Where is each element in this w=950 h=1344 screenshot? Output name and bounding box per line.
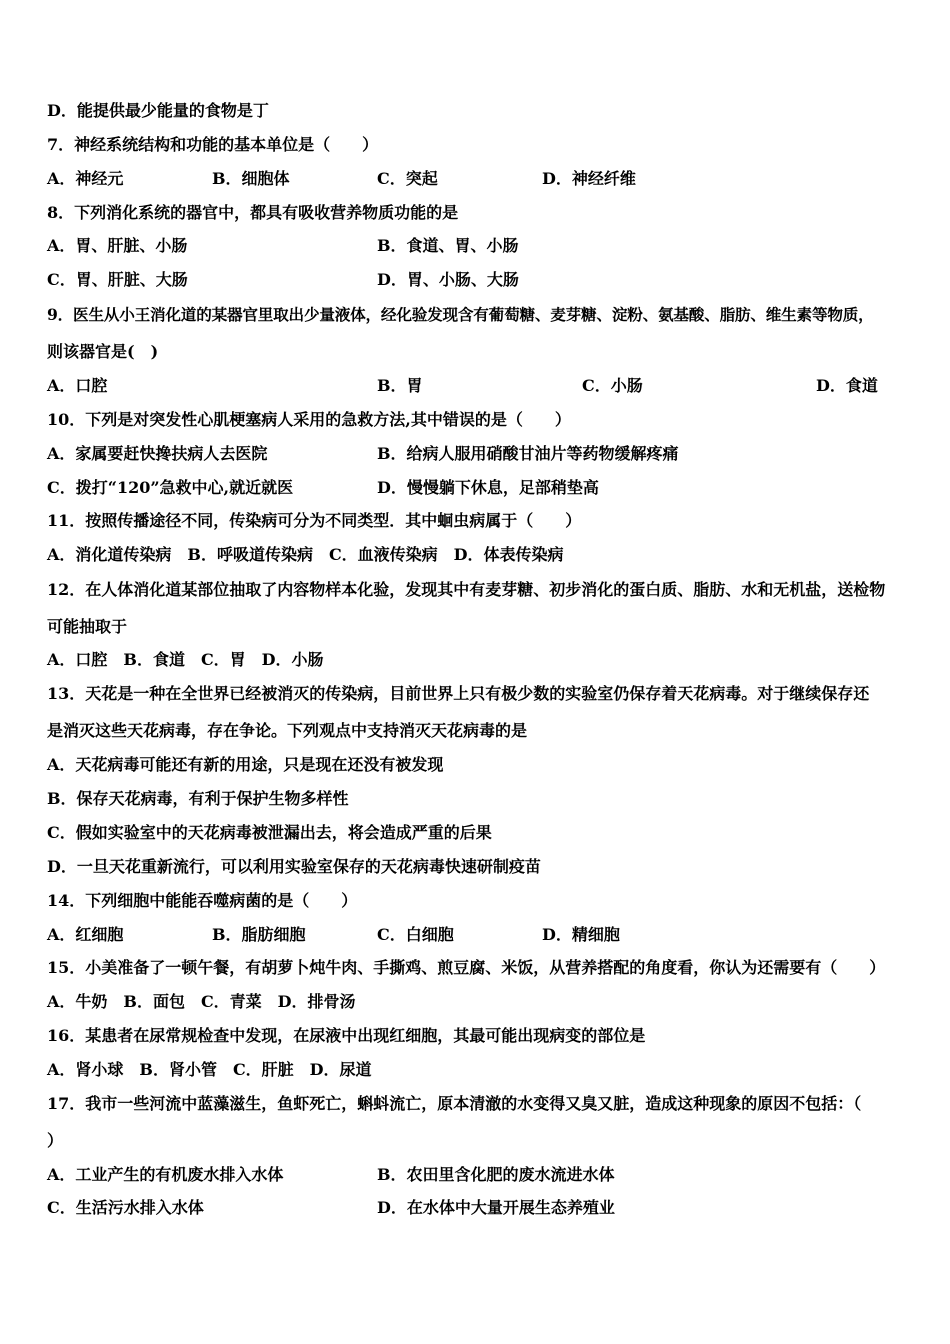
q7-option-c: C．突起: [377, 169, 438, 188]
q9-option-d: D．食道: [816, 376, 878, 395]
q16-stem: 16．某患者在尿常规检查中发现，在尿液中出现红细胞，其最可能出现病变的部位是: [47, 1026, 646, 1045]
q14-option-c: C．白细胞: [377, 925, 454, 944]
q17-option-b: B．农田里含化肥的废水流进水体: [377, 1165, 615, 1184]
q14-option-b: B．脂肪细胞: [212, 925, 306, 944]
q17-option-a: A．工业产生的有机废水排入水体: [47, 1165, 284, 1184]
q11-options: A．消化道传染病 B．呼吸道传染病 C．血液传染病 D．体表传染病: [47, 545, 564, 564]
q17-stem-line1: 17．我市一些河流中蓝藻滋生，鱼虾死亡，蝌蚪流亡，原本清澈的水变得又臭又脏，造成这种现象的原因不包括：（: [47, 1094, 862, 1113]
q9-option-b: B．胃: [377, 376, 423, 395]
q10-option-b: B．给病人服用硝酸甘油片等药物缓解疼痛: [377, 444, 679, 463]
q8-option-b: B．食道、胃、小肠: [377, 236, 519, 255]
q8-option-a: A．胃、肝脏、小肠: [47, 236, 188, 255]
q14-stem: 14．下列细胞中能能吞噬病菌的是（ ）: [47, 891, 358, 910]
q8-stem: 8．下列消化系统的器官中，都具有吸收营养物质功能的是: [47, 203, 459, 222]
q10-option-a: A．家属要赶快搀扶病人去医院: [47, 444, 268, 463]
q13-stem-line1: 13．天花是一种在全世界已经被消灭的传染病，目前世界上只有极少数的实验室仍保存着天花病毒。对于继续保存还: [47, 684, 870, 703]
q13-stem-line2: 是消灭这些天花病毒，存在争论。下列观点中支持消灭天花病毒的是: [47, 721, 528, 740]
q12-options: A．口腔 B．食道 C．胃 D．小肠: [47, 650, 324, 669]
q17-option-d: D．在水体中大量开展生态养殖业: [377, 1198, 615, 1217]
q13-option-a: A．天花病毒可能还有新的用途，只是现在还没有被发现: [47, 755, 444, 774]
q8-option-d: D．胃、小肠、大肠: [377, 270, 519, 289]
q9-stem-line1: 9．医生从小王消化道的某器官里取出少量液体，经化验发现含有葡萄糖、麦芽糖、淀粉、氨基酸、脂肪、维生素等物质，: [47, 305, 874, 324]
q17-stem-line2: ）: [47, 1131, 64, 1150]
q17-option-c: C．生活污水排入水体: [47, 1198, 204, 1217]
q12-stem-line1: 12．在人体消化道某部位抽取了内容物样本化验，发现其中有麦芽糖、初步消化的蛋白质、脂肪、水和无机盐，送检物: [47, 580, 886, 599]
q15-stem: 15．小美准备了一顿午餐，有胡萝卜炖牛肉、手撕鸡、煎豆腐、米饭，从营养搭配的角度看，你认为还需要有（ ）: [47, 958, 886, 977]
q7-option-a: A．神经元: [47, 169, 124, 188]
q14-option-a: A．红细胞: [47, 925, 124, 944]
q15-options: A．牛奶 B．面包 C．青菜 D．排骨汤: [47, 992, 356, 1011]
q16-options: A．肾小球 B．肾小管 C．肝脏 D．尿道: [47, 1060, 372, 1079]
q10-option-d: D．慢慢躺下休息，足部稍垫高: [377, 478, 599, 497]
q9-option-c: C．小肠: [582, 376, 643, 395]
q14-option-d: D．精细胞: [542, 925, 620, 944]
q10-stem: 10．下列是对突发性心肌梗塞病人采用的急救方法,其中错误的是（ ）: [47, 410, 571, 429]
q7-option-b: B．细胞体: [212, 169, 290, 188]
q11-stem: 11．按照传播途径不同，传染病可分为不同类型．其中蛔虫病属于（ ）: [47, 511, 582, 530]
q13-option-d: D．一旦天花重新流行，可以利用实验室保存的天花病毒快速研制疫苗: [47, 857, 541, 876]
q9-stem-line2: 则该器官是( ): [47, 342, 159, 361]
q12-stem-line2: 可能抽取于: [47, 617, 128, 636]
q7-option-d: D．神经纤维: [542, 169, 636, 188]
q9-option-a: A．口腔: [47, 376, 108, 395]
q13-option-c: C．假如实验室中的天花病毒被泄漏出去，将会造成严重的后果: [47, 823, 492, 842]
q8-option-c: C．胃、肝脏、大肠: [47, 270, 188, 289]
q6-option-d: D．能提供最少能量的食物是丁: [47, 101, 269, 120]
q13-option-b: B．保存天花病毒，有利于保护生物多样性: [47, 789, 349, 808]
q10-option-c: C．拨打“120”急救中心,就近就医: [47, 478, 294, 497]
q7-stem: 7．神经系统结构和功能的基本单位是（ ）: [47, 135, 379, 154]
